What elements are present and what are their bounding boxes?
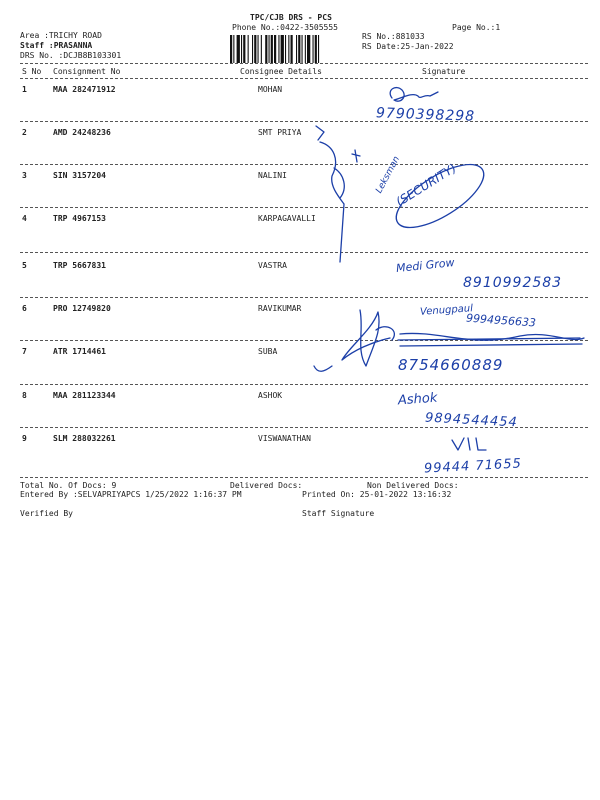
handwritten-name: Medi Grow [395,255,456,276]
bracket-mark [334,168,344,198]
row-consignment-number: MAA 281123344 [53,391,116,400]
divider [20,78,588,79]
column-header-consignee: Consignee Details [240,67,322,76]
row-consignment-number: TRP 4967153 [53,214,106,223]
divider [20,207,588,208]
signature-scribble [390,88,438,102]
row-consignee-name: ASHOK [258,391,283,400]
barcode-bar [285,35,286,63]
bracket-mark [352,150,360,162]
handwritten-phone: 8910992583 [463,275,563,291]
signature-scribble [376,327,394,340]
barcode-bar [233,35,234,63]
barcode-bar [307,35,310,63]
verified-by-label: Verified By [20,509,73,518]
document-title: TPC/CJB DRS - PCS [250,13,332,22]
bracket-mark [320,142,344,262]
handwritten-name: Ashok [397,390,438,409]
column-header-signature: Signature [422,67,466,76]
barcode-bar [313,35,314,63]
handwritten-phone: 9894544454 [424,410,519,431]
barcode-bar [271,35,273,63]
column-header-sno: S No [22,67,42,76]
handwritten-name: Venugpaul [419,303,474,318]
staff-field: Staff :PRASANNA [20,41,93,50]
row-consignee-name: VASTRA [258,261,287,270]
row-serial-number: 8 [22,391,27,400]
barcode-bar [265,35,267,63]
barcode-bar [243,35,245,63]
divider [20,164,588,165]
barcode-bar [305,35,306,63]
signature-scribble [342,310,390,366]
row-consignment-number: TRP 5667831 [53,261,106,270]
row-consignee-name: RAVIKUMAR [258,304,302,313]
rs-number: RS No.:881033 [362,32,425,41]
row-consignee-name: KARPAGAVALLI [258,214,316,223]
delivered-docs: Delivered Docs: [230,481,303,490]
row-serial-number: 1 [22,85,27,94]
printed-on: Printed On: 25-01-2022 13:16:32 [302,490,452,499]
handwritten-phone: 9994956633 [465,311,537,330]
barcode-bar [248,35,249,63]
row-consignment-number: SIN 3157204 [53,171,106,180]
area-field: Area :TRICHY ROAD [20,31,102,40]
row-serial-number: 5 [22,261,27,270]
row-serial-number: 6 [22,304,27,313]
row-serial-number: 9 [22,434,27,443]
barcode-bar [237,35,240,63]
barcode-bar [296,35,297,63]
row-consignment-number: PRO 12749820 [53,304,111,313]
tick-mark [314,366,332,371]
divider [20,384,588,385]
row-consignment-number: ATR 1714461 [53,347,106,356]
total-docs: Total No. Of Docs: 9 [20,481,117,490]
handwritten-phone: 9790398298 [375,105,476,125]
row-consignment-number: SLM 288032261 [53,434,116,443]
barcode-bar [269,35,270,63]
row-consignee-name: MOHAN [258,85,283,94]
barcode-bar [252,35,253,63]
barcode-bar [254,35,256,63]
barcode-bar [288,35,289,63]
row-serial-number: 3 [22,171,27,180]
divider [20,297,588,298]
divider [20,252,588,253]
barcode-bar [281,35,284,63]
row-serial-number: 2 [22,128,27,137]
barcode-bar [274,35,276,63]
rs-date: RS Date:25-Jan-2022 [362,42,454,51]
barcode-bar [302,35,303,63]
barcode-bar [278,35,279,63]
barcode-bar [318,35,319,63]
barcode-bar [291,35,293,63]
barcode-bar [241,35,242,63]
divider [20,63,588,64]
staff-signature-label: Staff Signature [302,509,375,518]
drs-number: DRS No. :DCJB8B103301 [20,51,122,60]
non-delivered-docs: Non Delivered Docs: [367,481,459,490]
barcode-bar [258,35,259,63]
barcode-bar [230,35,232,63]
handwritten-phone: 99444 71655 [423,456,523,477]
signature-scribble [452,438,486,450]
row-consignee-name: SMT PRIYA [258,128,302,137]
handwritten-phone: 8754660889 [398,356,504,374]
divider [20,340,588,341]
handwritten-note: (SECURITY) [393,160,459,210]
row-consignee-name: VISWANATHAN [258,434,311,443]
column-header-consignment: Consignment No [53,67,121,76]
row-consignment-number: AMD 24248236 [53,128,111,137]
handwritten-name: Leksman [374,154,403,196]
bracket-mark [316,126,324,140]
row-consignee-name: SUBA [258,347,278,356]
entered-by: Entered By :SELVAPRIYAPCS 1/25/2022 1:16:37 PM [20,490,242,499]
row-serial-number: 7 [22,347,27,356]
barcode-bar [298,35,300,63]
divider [20,477,588,478]
row-serial-number: 4 [22,214,27,223]
divider [20,121,588,122]
row-consignment-number: MAA 282471912 [53,85,116,94]
barcode-bar [315,35,317,63]
page-number: Page No.:1 [452,23,501,32]
barcode-image [230,35,354,63]
barcode-bar [261,35,262,63]
phone-number: Phone No.:0422-3505555 [232,23,338,32]
row-consignee-name: NALINI [258,171,287,180]
